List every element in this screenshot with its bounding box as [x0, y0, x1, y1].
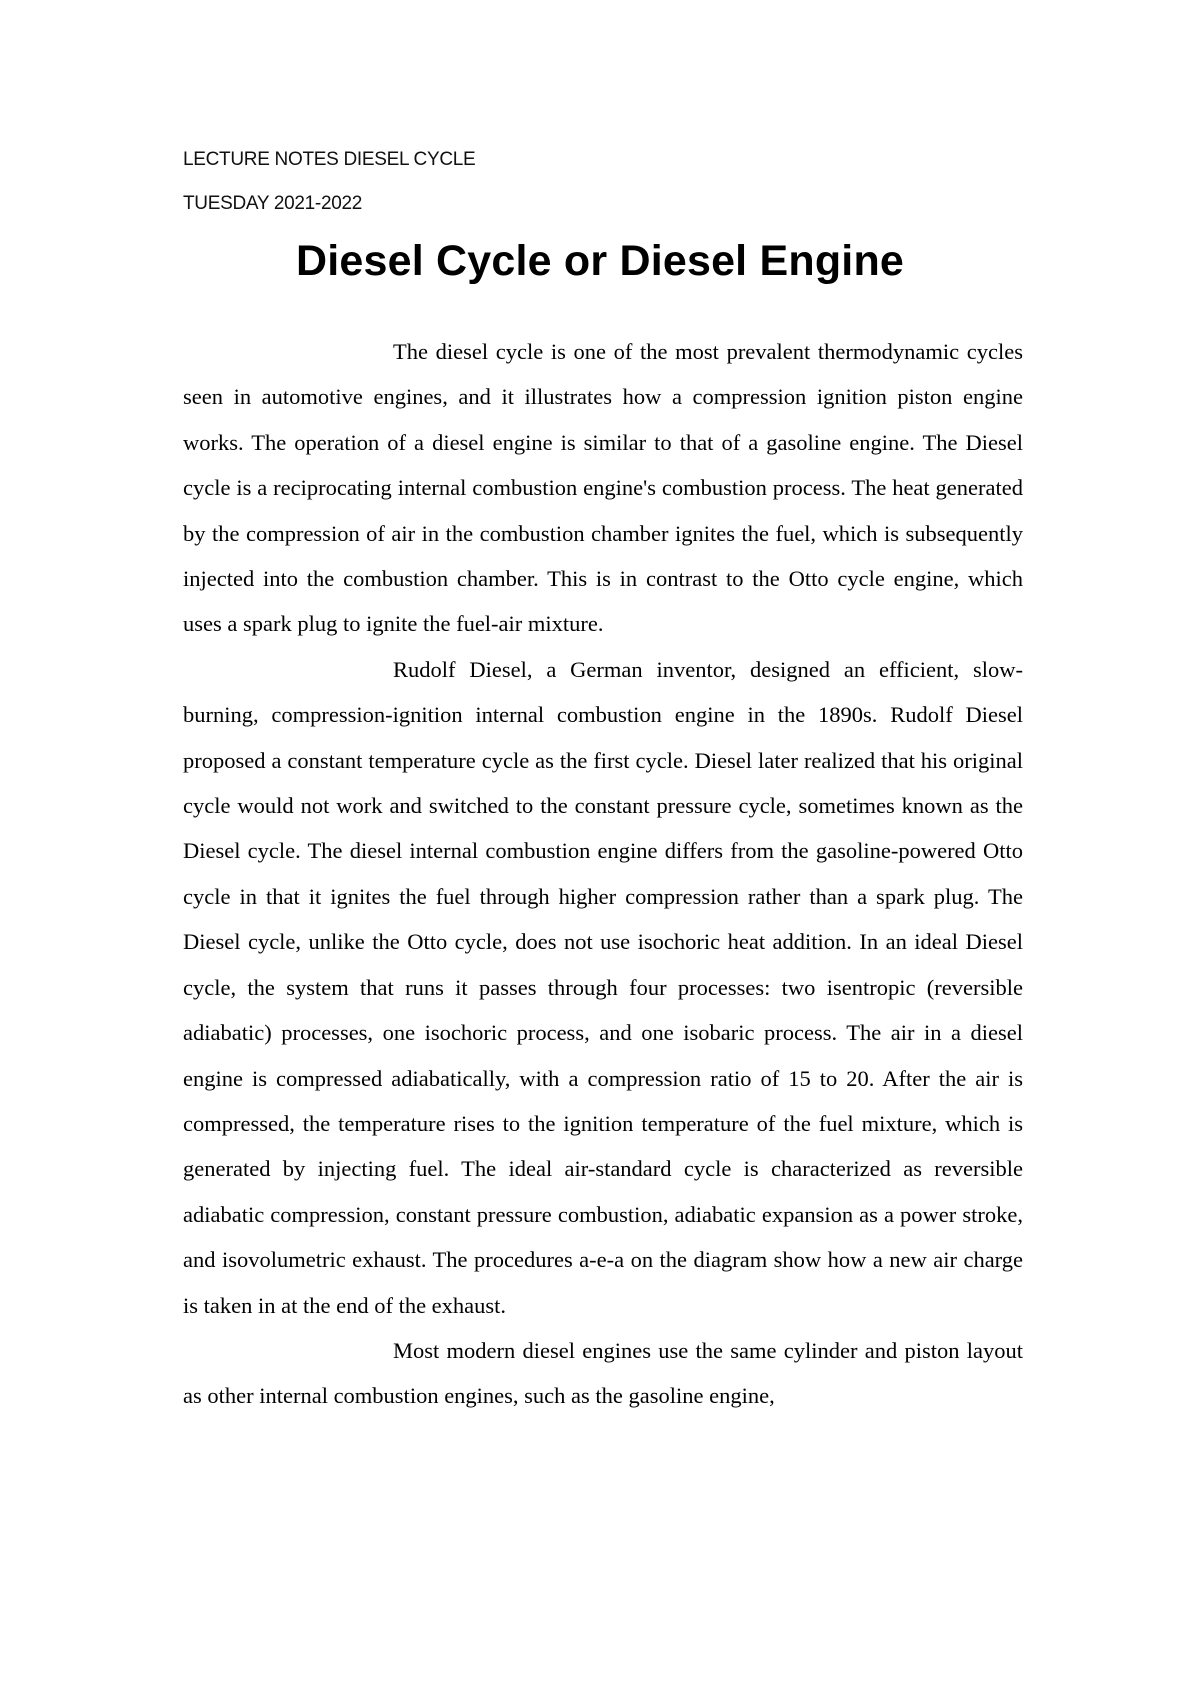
header-course-title: LECTURE NOTES DIESEL CYCLE	[183, 149, 476, 170]
page-title: Diesel Cycle or Diesel Engine	[295, 237, 905, 285]
document-body	[183, 329, 1023, 1419]
paragraph-3: Most modern diesel engines use the same cylinder and piston layout as other internal combustion engines, such as the gasoline engine,	[183, 1337, 1023, 1409]
paragraph-2: Rudolf Diesel, a German inventor, designed an efficient, slow-burning, compression-ignition internal combustion engine in the 1890s. Rudolf Diesel proposed a constant temperature cycle as the first cycle. Diesel later realized that his original cycle would not work and switched to the constant pressure cycle, sometimes known as the Diesel cycle. The diesel internal combustion engine differs from the gasoline-powered Otto cycle in that it ignites the fuel through higher compression rather than a spark plug. The Diesel cycle, unlike the Otto cycle, does not use isochoric heat addition. In an ideal Diesel cycle, the system that runs it passes through four processes: two isentropic (reversible adiabatic) processes, one isochoric process, and one isobaric process. The air in a diesel engine is compressed adiabatically, with a compression ratio of 15 to 20. After the air is compressed, the temperature rises to the ignition temperature of the fuel mixture, which is generated by injecting fuel. The ideal air-standard cycle is characterized as reversible adiabatic compression, constant pressure combustion, adiabatic expansion as a power stroke, and isovolumetric exhaust. The procedures a-e-a on the diagram show how a new air charge is taken in at the end of the exhaust.	[183, 656, 1023, 1318]
header-date: TUESDAY 2021-2022	[183, 193, 363, 214]
paragraph-1: The diesel cycle is one of the most prevalent thermodynamic cycles seen in automotive engines, and it illustrates how a compression ignition piston engine works. The operation of a diesel engine is similar to that of a gasoline engine. The Diesel cycle is a reciprocating internal combustion engine's combustion process. The heat generated by the compression of air in the combustion chamber ignites the fuel, which is subsequently injected into the combustion chamber. This is in contrast to the Otto cycle engine, which uses a spark plug to ignite the fuel-air mixture.	[183, 339, 1023, 637]
